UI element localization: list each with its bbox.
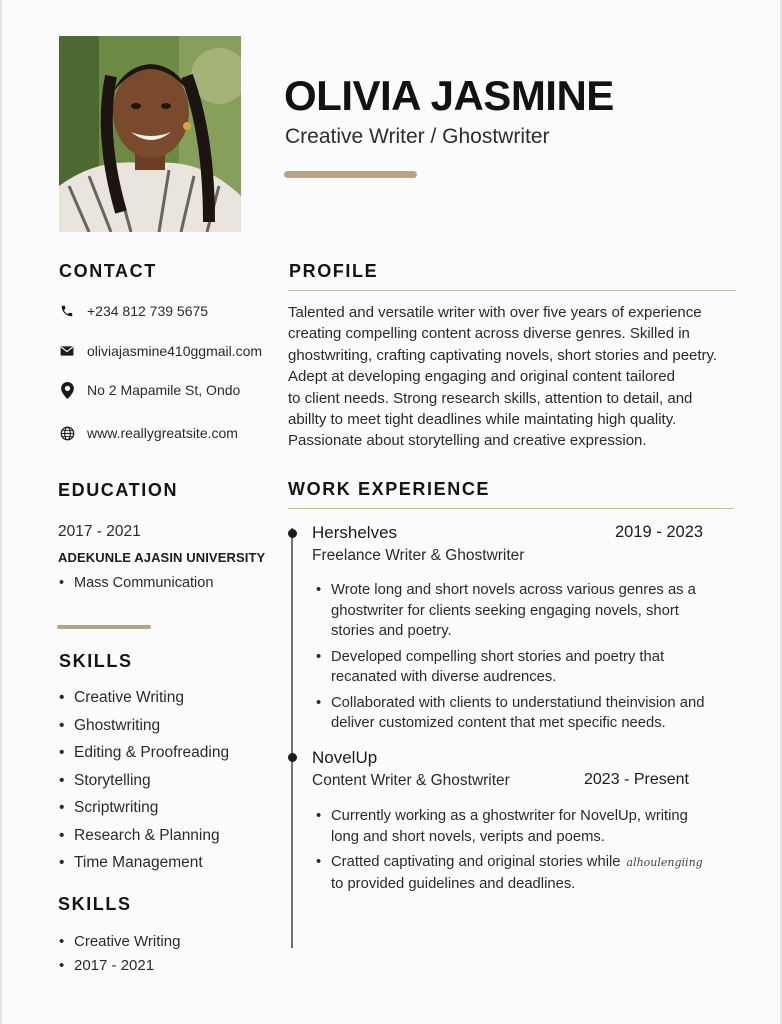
bullet-line: • Currently working as a ghostwriter for NovelUp, writing <box>331 808 688 824</box>
profile-line: abillty to meet tight deadlines while maintating high quality. <box>288 411 677 429</box>
location-pin-icon <box>59 382 75 398</box>
education-years: 2017 - 2021 <box>58 523 141 540</box>
skill-item: • Time Management <box>59 852 229 880</box>
timeline-dot <box>288 753 297 762</box>
education-school: ADEKUNLE AJASIN UNIVERSITY <box>58 550 266 565</box>
title-accent-bar <box>284 171 417 178</box>
bullet-line: ghostwriter for clients seeking engaging novels, short <box>331 602 679 619</box>
skill-item: • Research & Planning <box>59 825 229 853</box>
phone-icon <box>59 303 75 319</box>
bullet-line: • Wrote long and short novels across various genres as a <box>331 582 696 598</box>
profile-heading: PROFILE <box>289 261 379 281</box>
education-accent-bar <box>57 625 151 629</box>
work-heading: WORK EXPERIENCE <box>288 479 491 499</box>
profile-line: Adept at developing engaging and original content tailored <box>288 368 675 386</box>
page-edge-left <box>0 0 2 1024</box>
contact-heading: CONTACT <box>59 261 157 281</box>
bullet-line: • Collaborated with clients to understatiund theinvision and <box>331 694 705 711</box>
email-address: oliviajasmine410ggmail.com <box>87 343 263 359</box>
candidate-title: Creative Writer / Ghostwriter <box>285 125 550 148</box>
job-bullets <box>316 806 703 899</box>
skill-item: • Scriptwriting <box>59 797 229 825</box>
profile-line: Passionate about storytelling and creative expression. <box>288 432 647 450</box>
contact-address <box>59 379 241 401</box>
contact-phone <box>59 300 209 322</box>
skill-item: • Editing & Proofreading <box>59 742 229 770</box>
bullet-line: recanated with diverse audrences. <box>331 669 557 685</box>
education-heading: EDUCATION <box>58 480 179 500</box>
education-course: • Mass Communication <box>59 575 213 591</box>
bullet-line: stories and poetry. <box>331 623 452 639</box>
timeline-line <box>291 528 293 948</box>
skill-item: • Creative Writing <box>59 932 180 956</box>
profile-line: creating compelling content across diverse genres. Skilled in <box>288 325 690 343</box>
profile-rule <box>288 290 736 291</box>
skill-item: • Storytelling <box>59 770 229 798</box>
bullet-line: • Developed compelling short stories and poetry that <box>331 648 665 665</box>
website-url: www.reallygreatsite.com <box>87 425 238 441</box>
skill-item: • 2017 - 2021 <box>59 956 180 980</box>
education-details <box>59 575 213 591</box>
contact-website <box>59 422 238 444</box>
skills-list <box>59 687 229 880</box>
bullet-line: long and short novels, veripts and poems. <box>331 828 605 845</box>
skills-list-secondary <box>59 932 180 980</box>
job-bullet <box>316 580 704 642</box>
bullet-line: deliver customized content that met specific needs. <box>331 715 666 731</box>
bullet-line: to provided guidelines and deadlines. <box>331 875 576 892</box>
street-address: No 2 Mapamile St, Ondo <box>87 382 241 398</box>
job-bullets <box>316 580 704 739</box>
handwritten-scribble: alhoulengiing <box>626 856 703 869</box>
job-bullet <box>316 647 704 688</box>
profile-line: to client needs. Strong research skills, attention to detail, and <box>288 389 693 407</box>
job-role: Content Writer & Ghostwriter <box>312 772 510 789</box>
skills-heading: SKILLS <box>59 651 133 671</box>
work-rule <box>288 508 734 509</box>
job-dates: 2019 - 2023 <box>615 523 704 541</box>
bullet-line-text: Cratted captivating and original stories while <box>331 854 621 870</box>
profile-photo <box>59 36 241 232</box>
candidate-name: OLIVIA JASMINE <box>284 72 614 119</box>
job-company: NovelUp <box>312 748 378 767</box>
contact-email <box>59 340 263 362</box>
job-company: Hershelves <box>312 523 398 542</box>
mail-icon <box>59 343 75 359</box>
job-bullet <box>316 806 703 847</box>
job-bullet <box>316 852 703 894</box>
bullet-line <box>331 852 703 874</box>
skill-item: • Creative Writing <box>59 687 229 715</box>
job-dates: 2023 - Present <box>584 771 689 788</box>
profile-line: ghostwriting, crafting captivating novels, short stories and peetry. <box>288 346 718 364</box>
profile-line: Talented and versatile writer with over five years of experience <box>288 304 702 321</box>
skills-heading-secondary: SKILLS <box>58 894 132 914</box>
profile-summary <box>288 302 758 452</box>
job-bullet <box>316 693 704 734</box>
skill-item: • Ghostwriting <box>59 715 229 743</box>
job-role: Freelance Writer & Ghostwriter <box>312 547 525 564</box>
globe-icon <box>59 425 75 441</box>
phone-number: +234 812 739 5675 <box>87 303 209 319</box>
timeline-dot <box>288 529 297 538</box>
